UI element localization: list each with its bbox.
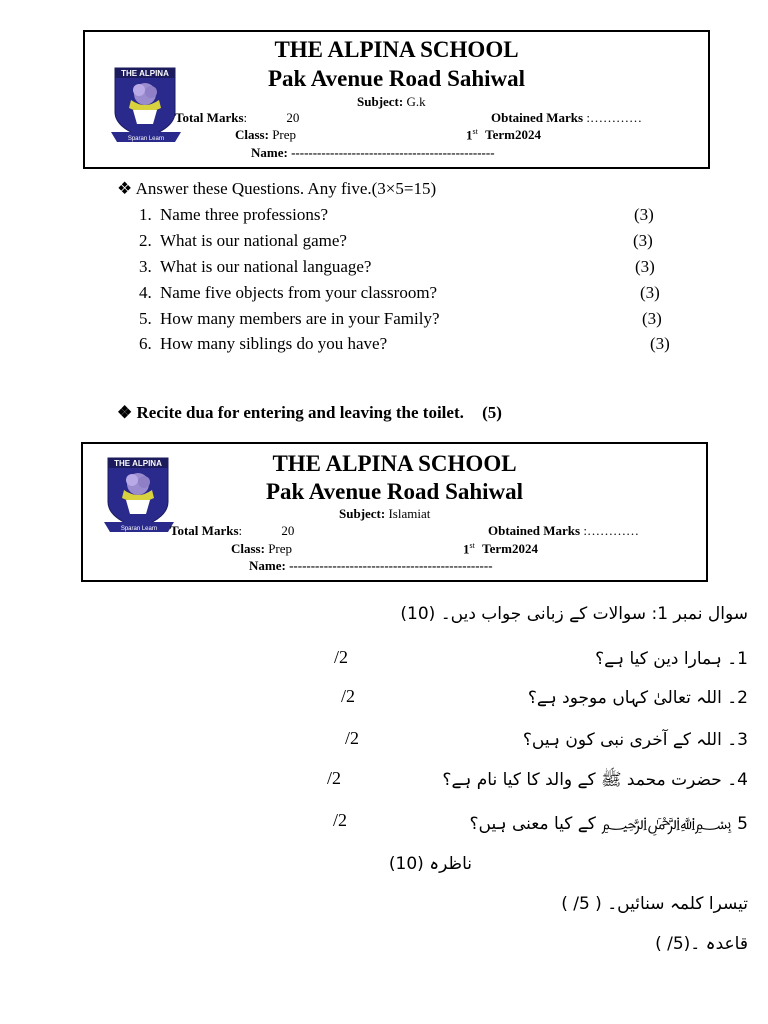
obtained-marks-dots: :………… — [583, 523, 639, 538]
term-line — [463, 541, 538, 557]
class-line — [235, 127, 296, 143]
question-row — [139, 231, 347, 251]
name-line — [249, 558, 493, 574]
name-blank: ----------------------------------------------- — [291, 145, 495, 160]
question-marks: (3) — [634, 205, 654, 224]
qaida-question: قاعدہ ۔(5/ ) — [655, 934, 748, 954]
question-marks: (3) — [635, 257, 655, 276]
school-address: Pak Avenue Road Sahiwal — [267, 66, 526, 91]
school-name: THE ALPINA SCHOOL — [272, 451, 517, 476]
urdu-question: 4۔ حضرت محمد ﷺ کے والد کا کیا نام ہے؟ — [442, 770, 748, 790]
urdu-question-heading: سوال نمبر 1: سوالات کے زبانی جواب دیں۔ (10) — [400, 604, 748, 624]
question-row — [139, 205, 328, 225]
obtained-marks-label: Obtained Marks — [488, 523, 581, 538]
total-marks — [170, 523, 294, 539]
term-line — [466, 127, 541, 143]
question-row — [139, 283, 437, 303]
total-marks-label: Total Marks — [170, 523, 239, 538]
term-value: Term2024 — [482, 541, 538, 557]
question-number: 4. — [139, 283, 152, 302]
term-suffix: st — [472, 127, 478, 136]
urdu-question-marks: /2 — [333, 810, 348, 830]
question-text: What is our national game? — [160, 231, 347, 250]
urdu-question-marks: /2 — [327, 768, 342, 788]
question-text: Name three professions? — [160, 205, 329, 224]
question-number: 1. — [139, 205, 152, 224]
logo-text: THE ALPINA — [121, 69, 169, 78]
total-marks-colon: : — [243, 110, 248, 125]
question-number: 6. — [139, 334, 152, 353]
obtained-marks-dots: :………… — [586, 110, 642, 125]
urdu-question-marks: /2 — [341, 686, 356, 706]
gk-instruction-text: Answer these Questions. Any five.(3×5=15) — [135, 179, 437, 198]
dua-marks: (5) — [482, 403, 502, 422]
obtained-marks-label: Obtained Marks — [491, 110, 584, 125]
nazra-heading: ناظرہ (10) — [388, 854, 472, 874]
total-marks — [175, 110, 299, 126]
question-number: 3. — [139, 257, 152, 276]
logo-banner: Sparan Learn — [127, 136, 165, 142]
class-label: Class: — [231, 541, 265, 556]
obtained-marks — [488, 523, 639, 539]
question-text: How many members are in your Family? — [160, 309, 440, 328]
subject-label: Subject: — [339, 506, 386, 521]
header-box-islamiat — [81, 442, 708, 582]
subject-value: Islamiat — [388, 506, 431, 521]
urdu-question: 3۔ اللہ کے آخری نبی کون ہیں؟ — [522, 730, 748, 750]
dua-instruction — [117, 403, 502, 423]
class-value: Prep — [268, 541, 293, 556]
kalma-question: تیسرا کلمہ سنائیں۔ ( 5/ ) — [561, 894, 748, 914]
question-marks: (3) — [642, 309, 662, 328]
diamond-bullet-icon: ❖ — [117, 179, 133, 198]
urdu-question: 5 ﷽ کے کیا معنی ہیں؟ — [469, 814, 748, 834]
urdu-question-marks: /2 — [334, 647, 349, 667]
question-text: What is our national language? — [160, 257, 372, 276]
subject-value: G.k — [406, 94, 426, 109]
question-row — [139, 309, 440, 329]
question-marks: (3) — [650, 334, 670, 353]
school-address: Pak Avenue Road Sahiwal — [265, 479, 524, 504]
total-marks-value: 20 — [281, 523, 295, 538]
dua-text: Recite dua for entering and leaving the toilet. — [136, 403, 464, 422]
name-label: Name: — [251, 145, 288, 160]
urdu-question: 2۔ اللہ تعالیٰ کہاں موجود ہے؟ — [527, 688, 748, 708]
question-row — [139, 257, 371, 277]
term-number: 1 — [463, 541, 470, 557]
urdu-question: 1۔ ہمارا دین کیا ہے؟ — [595, 649, 748, 669]
question-text: Name five objects from your classroom? — [160, 283, 438, 302]
total-marks-value: 20 — [286, 110, 300, 125]
question-number: 5. — [139, 309, 152, 328]
question-text: How many siblings do you have? — [160, 334, 388, 353]
question-marks: (3) — [640, 283, 660, 302]
diamond-bullet-icon: ❖ — [117, 403, 133, 422]
subject-line — [357, 94, 426, 110]
class-line — [231, 541, 292, 557]
name-line — [251, 145, 495, 161]
name-label: Name: — [249, 558, 286, 573]
logo-banner: Sparan Learn — [120, 526, 158, 532]
question-number: 2. — [139, 231, 152, 250]
term-suffix: st — [469, 541, 475, 550]
header-box-gk — [83, 30, 710, 169]
total-marks-label: Total Marks — [175, 110, 244, 125]
term-number: 1 — [466, 127, 473, 143]
total-marks-colon: : — [238, 523, 243, 538]
question-marks: (3) — [633, 231, 653, 250]
logo-text: THE ALPINA — [114, 459, 162, 468]
name-blank: ----------------------------------------------- — [289, 558, 493, 573]
class-label: Class: — [235, 127, 269, 142]
obtained-marks — [491, 110, 642, 126]
subject-label: Subject: — [357, 94, 404, 109]
subject-line — [339, 506, 430, 522]
class-value: Prep — [272, 127, 297, 142]
school-name: THE ALPINA SCHOOL — [274, 37, 519, 62]
question-row — [139, 334, 387, 354]
gk-instruction — [117, 179, 436, 199]
term-value: Term2024 — [485, 127, 541, 143]
urdu-question-marks: /2 — [345, 728, 360, 748]
